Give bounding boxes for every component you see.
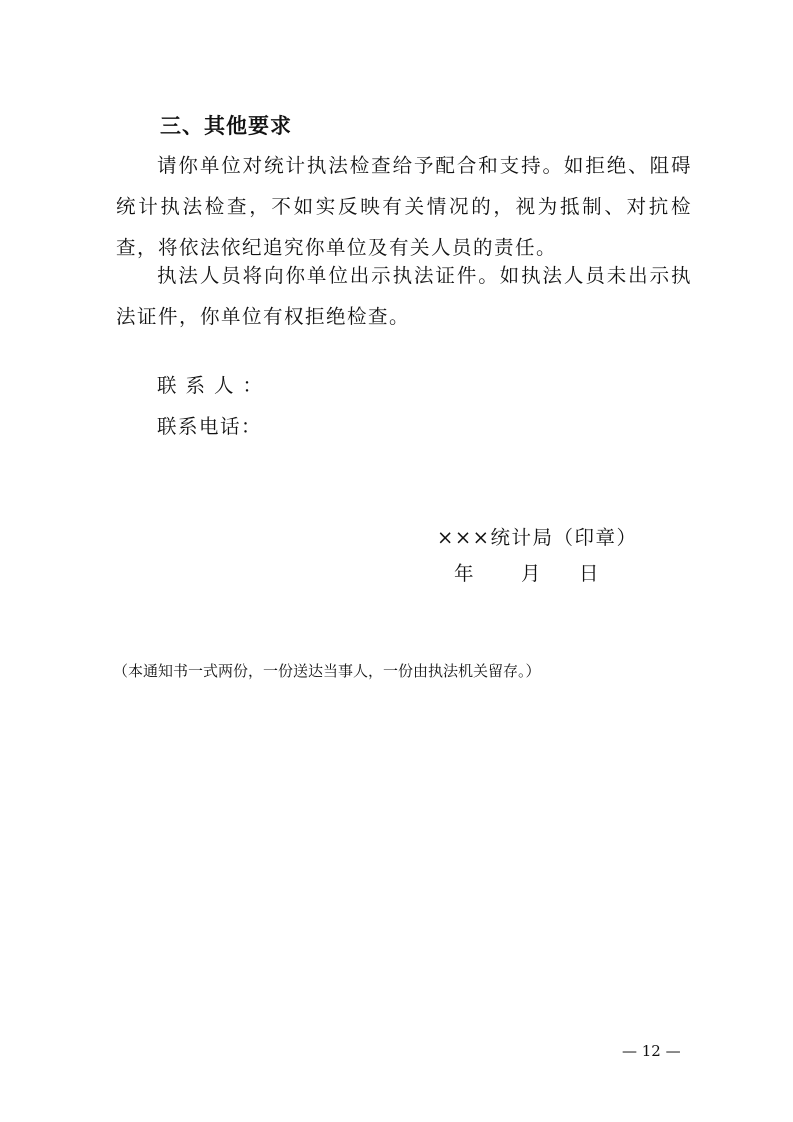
issuer-signature: ×××统计局（印章）	[437, 526, 638, 549]
date-year: 年	[454, 562, 474, 585]
contact-person-label: 联系人：	[157, 374, 272, 397]
footnote: （本通知书一式两份，一份送达当事人，一份由执法机关留存。）	[113, 662, 541, 680]
contact-phone-label: 联系电话：	[157, 415, 263, 438]
paragraph-cooperation: 请你单位对统计执法检查给予配合和支持。如拒绝、阻碍统计执法检查，不如实反映有关情况的，视为抵制、对抗检查，将依法依纪追究你单位及有关人员的责任。	[116, 154, 692, 259]
date-month: 月	[521, 562, 541, 585]
section-heading: 三、其他要求	[160, 113, 292, 138]
paragraph-credentials: 执法人员将向你单位出示执法证件。如执法人员未出示执法证件，你单位有权拒绝检查。	[116, 264, 692, 328]
date-line	[454, 560, 599, 588]
page-number: — 12 —	[622, 1042, 681, 1060]
date-day: 日	[579, 562, 599, 585]
